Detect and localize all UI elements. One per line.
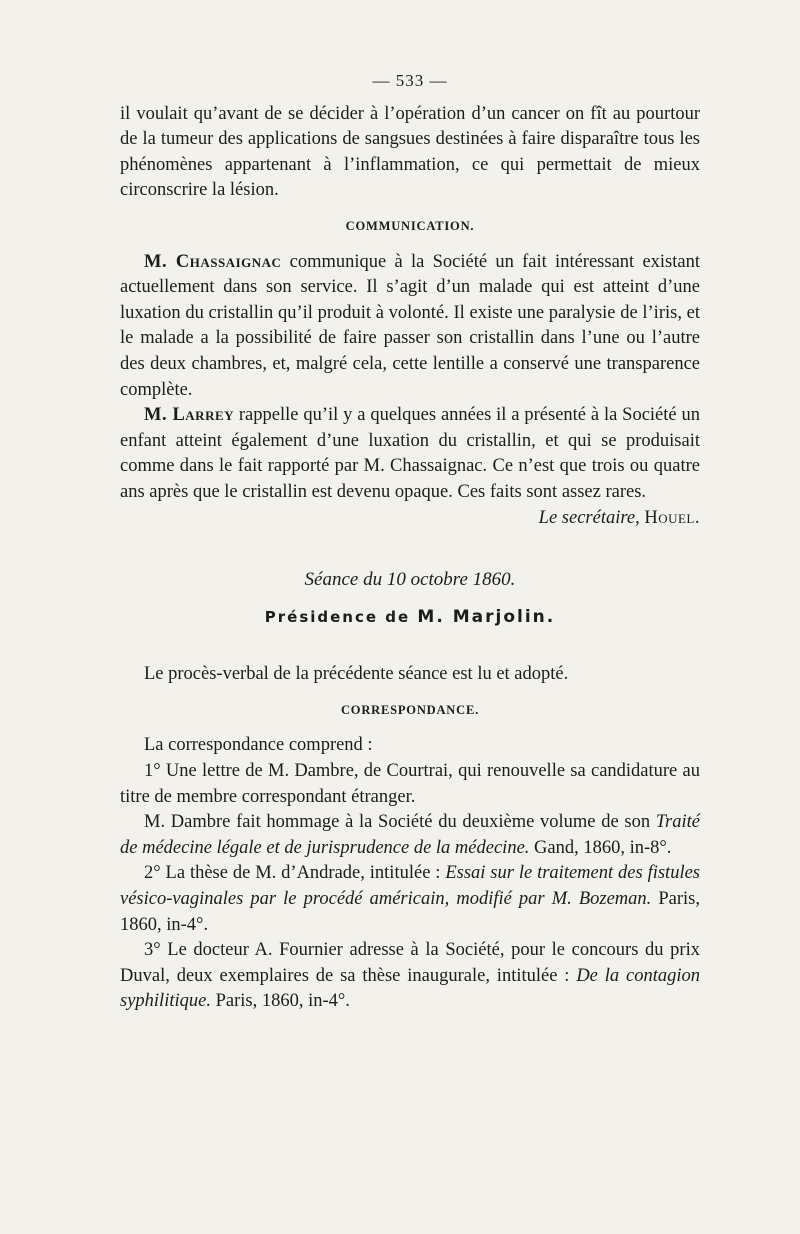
author-name: M. Larrey <box>144 405 235 426</box>
paragraph-text: Gand, 1860, in-8°. <box>529 837 672 858</box>
document-page <box>120 68 700 1015</box>
paragraph-text: 3° Le docteur A. Fournier adresse à la Société, pour le concours du prix Duval, deux exemplaires de sa thèse inaugurale, intitulée : <box>120 940 700 986</box>
paragraph-larrey <box>120 403 700 505</box>
section-heading-correspondance: CORRESPONDANCE. <box>340 702 480 717</box>
paragraph-text: M. Dambre fait hommage à la Société du deuxième volume de son <box>144 812 656 833</box>
paragraph-proces-verbal: Le procès-verbal de la précédente séance est lu et adopté. <box>144 664 569 685</box>
presidence-line <box>120 605 700 631</box>
paragraph-corr-intro: La correspondance comprend : <box>144 735 373 756</box>
paragraph-text: Paris, 1860, in-4°. <box>120 889 700 935</box>
section-heading-communication: COMMUNICATION. <box>345 218 475 233</box>
secretary-title: Le secrétaire, <box>538 507 645 528</box>
paragraph-text: Paris, 1860, in-4°. <box>210 991 350 1012</box>
session-title: Séance du 10 octobre 1860. <box>304 569 516 591</box>
paragraph-item-1: 1° Une lettre de M. Dambre, de Courtrai, qui renouvelle sa candidature au titre de membre correspondant étranger. <box>120 761 700 807</box>
thesis-title: De la contagion syphilitique. <box>120 965 700 1012</box>
presidence-prefix: Présidence de <box>264 607 418 626</box>
paragraph-chassaignac <box>120 250 700 404</box>
author-name: M. Chassaignac <box>144 251 282 272</box>
paragraph-dambre <box>120 810 700 861</box>
paragraph-continuation: il voulait qu’avant de se décider à l’opération d’un cancer on fît au pourtour de la tumeur des applications de sangsues destinées à faire disparaître tous les phénomènes appartenant à l’inflammation, ce qui permettait de mieux circonscrire la lésion. <box>120 103 700 201</box>
paragraph-item-3 <box>120 938 700 1015</box>
paragraph-text: 2° La thèse de M. d’Andrade, intitulée : <box>144 863 446 884</box>
secretary-name: Houel. <box>644 507 700 528</box>
paragraph-text: communique à la Société un fait intéressant existant actuellement dans son service. Il s’agit d’un malade qui est atteint d’une luxation du cristallin qu’il produit à volonté. Il existe une paralysie de l’iris, et le malade a la possibilité de faire passer son cristallin dans l’une ou l’autre des deux chambres, et, malgré cela, cette lentille a conservé une transparence complète. <box>120 251 700 400</box>
thesis-title: Essai sur le traitement des fistules vésico-vaginales par le procédé américain, modifié par M. Bozeman. <box>120 863 700 910</box>
secretary-signature <box>120 506 700 532</box>
page-number: — 533 — <box>372 71 448 90</box>
paragraph-text: rappelle qu’il y a quelques années il a présenté à la Société un enfant atteint également d’une luxation du cristallin, et qui se produisait comme dans le fait rapporté par M. Chassaignac. Ce n’est que trois ou quatre ans après que le cristallin est devenu opaque. Ces faits sont assez rares. <box>120 405 700 502</box>
book-title: Traité de médecine légale et de jurisprudence de la médecine. <box>120 812 700 858</box>
paragraph-item-2 <box>120 861 700 938</box>
president-name: M. Marjolin. <box>417 606 556 627</box>
